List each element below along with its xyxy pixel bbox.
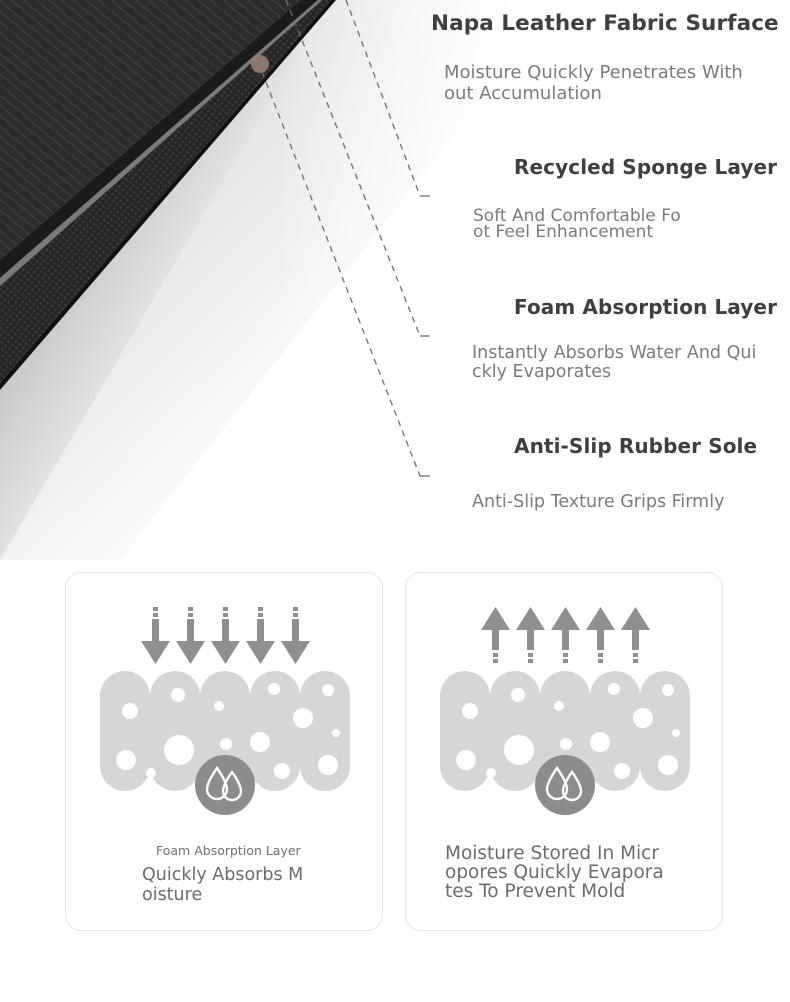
water-drops-icon xyxy=(195,755,255,815)
water-drops-icon xyxy=(535,755,595,815)
down-arrows-icon xyxy=(141,607,310,664)
layer-desc-recycled-sponge: Soft And Comfortable Foot Feel Enhancement xyxy=(473,206,681,242)
card-description: Quickly Absorbs Moisture xyxy=(142,865,304,905)
card-evaporation xyxy=(405,572,723,931)
layer-title-recycled-sponge: Recycled Sponge Layer xyxy=(514,155,778,179)
layer-title-foam-absorption: Foam Absorption Layer xyxy=(514,295,778,319)
leader-dot xyxy=(251,55,269,73)
up-arrows-icon xyxy=(481,607,650,663)
layer-title-anti-slip-sole: Anti-Slip Rubber Sole xyxy=(514,434,758,458)
layer-desc-foam-absorption: Instantly Absorbs Water And Quickly Evaporates xyxy=(472,343,757,382)
card-small-label: Foam Absorption Layer xyxy=(156,843,301,858)
card-description: Moisture Stored In Micropores Quickly Evaporates To Prevent Mold xyxy=(445,843,664,902)
layer-desc-napa-leather: Moisture Quickly Penetrates Without Accumulation xyxy=(444,62,743,104)
layer-title-napa-leather: Napa Leather Fabric Surface xyxy=(431,11,779,36)
layer-desc-anti-slip-sole: Anti-Slip Texture Grips Firmly xyxy=(472,492,725,512)
card-absorption xyxy=(65,572,383,931)
